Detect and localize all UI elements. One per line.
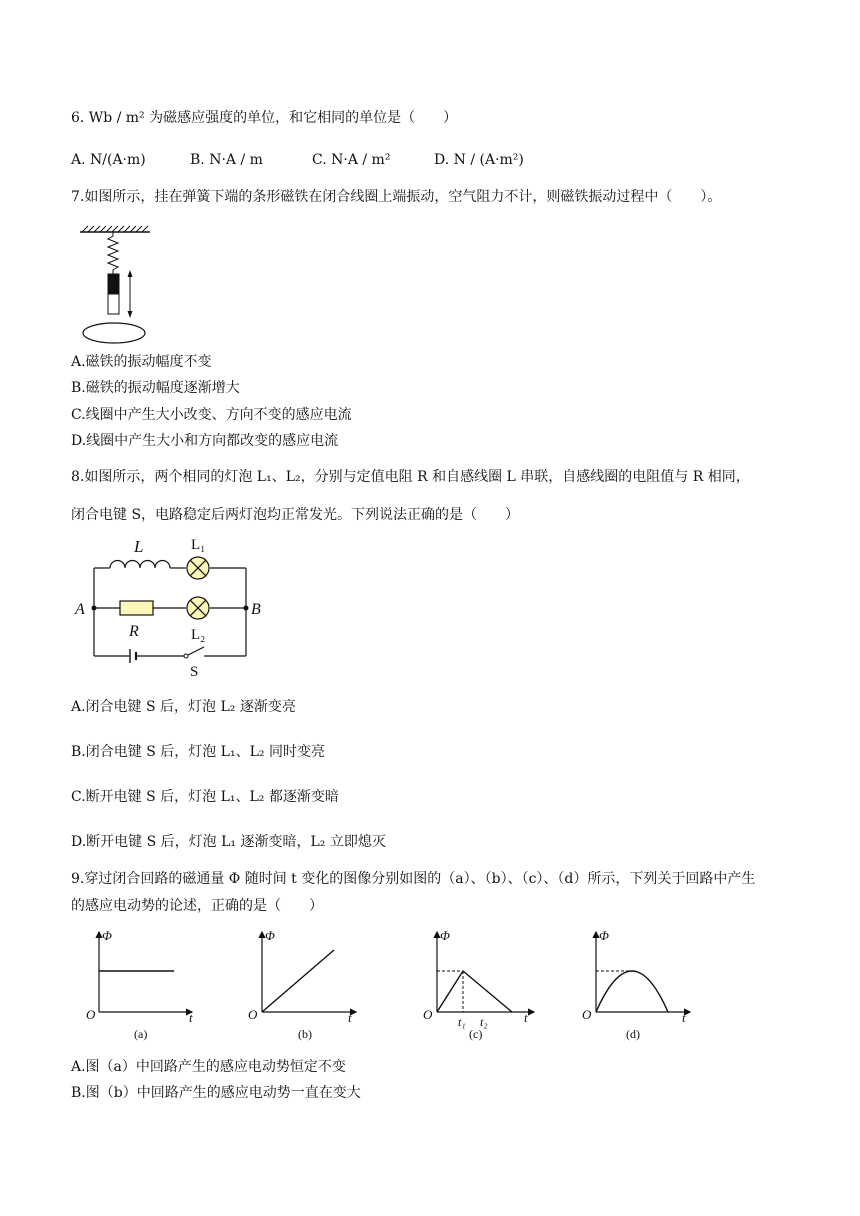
caption-d: (d) — [626, 1027, 640, 1041]
q9-flux-graphs — [80, 924, 720, 1044]
svg-text:O: O — [582, 1007, 592, 1022]
q8-label-L1: L₁ — [191, 537, 206, 553]
svg-text:t: t — [682, 1010, 686, 1025]
caption-c: (c) — [469, 1027, 483, 1041]
q9-choice-a: A.图（a）中回路产生的感应电动势恒定不变 — [71, 1059, 346, 1075]
svg-text:O: O — [248, 1007, 258, 1022]
svg-text:t: t — [524, 1010, 528, 1025]
q9-stem-line2: 的感应电动势的论述，正确的是（ ） — [71, 898, 323, 914]
svg-text:Φ: Φ — [102, 928, 112, 943]
caption-b: (b) — [298, 1027, 312, 1041]
q6-choice-d: D. N / (A·m²) — [434, 152, 524, 168]
q8-label-L2: L₂ — [191, 627, 206, 643]
q7-choice-c: C.线圈中产生大小改变、方向不变的感应电流 — [71, 407, 352, 423]
svg-text:O: O — [86, 1007, 96, 1022]
q6-choice-c: C. N·A / m² — [312, 152, 391, 168]
q9-choice-b: B.图（b）中回路产生的感应电动势一直在变大 — [71, 1085, 361, 1101]
graph-a — [86, 928, 193, 1041]
svg-text:O: O — [423, 1007, 433, 1022]
q8-label-L: L — [134, 537, 144, 556]
svg-text:t₁: t₁ — [458, 1015, 466, 1029]
q8-label-A: A — [75, 601, 85, 618]
q8-choice-c: C.断开电键 S 后，灯泡 L₁、L₂ 都逐渐变暗 — [71, 789, 339, 805]
q8-choice-b: B.闭合电键 S 后，灯泡 L₁、L₂ 同时变亮 — [71, 744, 325, 760]
q8-choice-a: A.闭合电键 S 后，灯泡 L₂ 逐渐变亮 — [71, 699, 296, 715]
caption-a: (a) — [134, 1027, 148, 1041]
svg-text:t₂: t₂ — [480, 1015, 488, 1029]
q6-choice-a: A. N/(A·m) — [71, 152, 146, 168]
q8-choice-d: D.断开电键 S 后，灯泡 L₁ 逐渐变暗，L₂ 立即熄灭 — [71, 834, 386, 850]
q8-label-R: R — [129, 623, 139, 640]
q8-circuit-diagram — [72, 530, 272, 678]
q8-stem-line2: 闭合电键 S，电路稳定后两灯泡均正常发光。下列说法正确的是（ ） — [71, 507, 520, 523]
graph-d — [582, 928, 690, 1041]
q8-label-B: B — [251, 601, 261, 618]
svg-text:Φ: Φ — [265, 928, 275, 943]
q7-choice-b: B.磁铁的振动幅度逐渐增大 — [71, 380, 240, 396]
svg-text:Φ: Φ — [599, 928, 609, 943]
svg-text:t: t — [189, 1010, 193, 1025]
svg-text:t: t — [348, 1010, 352, 1025]
q6-stem: 6. Wb / m² 为磁感应强度的单位，和它相同的单位是（ ） — [71, 110, 458, 126]
svg-text:Φ: Φ — [440, 928, 450, 943]
q7-choice-d: D.线圈中产生大小和方向都改变的感应电流 — [71, 433, 339, 449]
q6-choice-b: B. N·A / m — [190, 152, 263, 168]
q8-stem-line1: 8.如图所示，两个相同的灯泡 L₁、L₂，分别与定值电阻 R 和自感线圈 L 串联，自感线圈的电阻值与 R 相同， — [71, 469, 750, 485]
q8-label-S: S — [190, 664, 199, 678]
graph-c — [423, 928, 534, 1041]
q7-stem: 7.如图所示，挂在弹簧下端的条形磁铁在闭合线圈上端振动，空气阻力不计，则磁铁振动过程中（ ）。 — [71, 189, 722, 205]
q9-stem-line1: 9.穿过闭合回路的磁通量 Φ 随时间 t 变化的图像分别如图的（a）、（b）、（c）、（d）所示，下列关于回路中产生 — [71, 871, 756, 887]
q7-magnet-spring-figure — [78, 222, 158, 348]
graph-b — [248, 928, 356, 1041]
q7-choice-a: A.磁铁的振动幅度不变 — [71, 354, 212, 370]
